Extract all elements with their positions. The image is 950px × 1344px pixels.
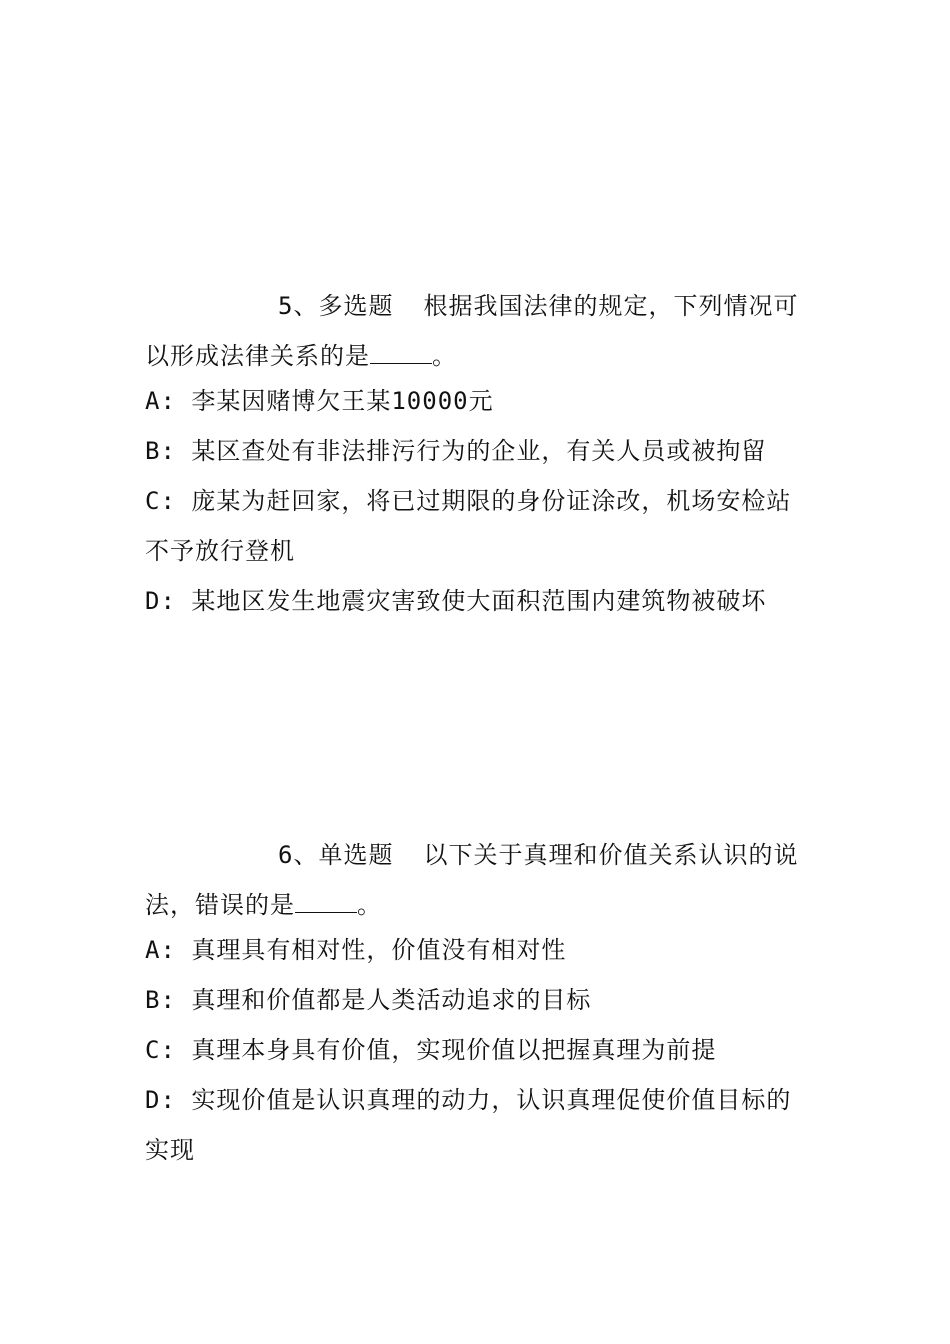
option-c — [145, 1030, 810, 1080]
answer-blank — [295, 886, 357, 913]
question-number: 6、 — [278, 841, 319, 869]
option-letter: B: — [145, 437, 176, 465]
option-text-continued: 不予放行登机 — [145, 537, 295, 565]
option-letter: D: — [145, 587, 176, 615]
option-text: 某地区发生地震灾害致使大面积范围内建筑物被破坏 — [191, 587, 767, 615]
option-b — [145, 431, 810, 481]
question-type: 单选题 — [318, 841, 394, 869]
option-text: 真理和价值都是人类活动追求的目标 — [191, 986, 592, 1014]
question-stem — [145, 830, 810, 930]
question-stem-line1: 根据我国法律的规定，下列情况可 — [423, 292, 799, 320]
option-letter: C: — [145, 487, 176, 515]
option-text-continued: 实现 — [145, 1136, 195, 1164]
option-letter: D: — [145, 1086, 176, 1114]
option-text: 庞某为赶回家，将已过期限的身份证涂改，机场安检站 — [191, 487, 792, 515]
option-a — [145, 930, 810, 980]
option-b — [145, 980, 810, 1030]
option-text: 某区查处有非法排污行为的企业，有关人员或被拘留 — [191, 437, 767, 465]
question-stem — [145, 281, 810, 381]
option-letter: A: — [145, 936, 176, 964]
option-text: 李某因赌博欠王某10000元 — [191, 387, 494, 415]
question-stem-line1: 以下关于真理和价值关系认识的说 — [423, 841, 799, 869]
question-stem-line2: 法，错误的是 — [145, 891, 295, 919]
answer-blank — [370, 337, 432, 364]
option-c — [145, 481, 810, 531]
option-letter: B: — [145, 986, 176, 1014]
option-text: 真理具有相对性，价值没有相对性 — [191, 936, 567, 964]
question-number: 5、 — [278, 292, 319, 320]
option-text: 真理本身具有价值，实现价值以把握真理为前提 — [191, 1036, 717, 1064]
option-d-continued — [145, 1130, 810, 1180]
option-letter: A: — [145, 387, 176, 415]
option-letter: C: — [145, 1036, 176, 1064]
question-6 — [145, 830, 810, 1180]
question-5 — [145, 281, 810, 631]
question-stem-end: 。 — [357, 891, 382, 919]
option-c-continued — [145, 531, 810, 581]
option-d — [145, 1080, 810, 1130]
question-stem-line2: 以形成法律关系的是 — [145, 342, 370, 370]
question-stem-end: 。 — [432, 342, 457, 370]
option-text: 实现价值是认识真理的动力，认识真理促使价值目标的 — [191, 1086, 792, 1114]
option-a — [145, 381, 810, 431]
option-d — [145, 581, 810, 631]
question-type: 多选题 — [318, 292, 394, 320]
